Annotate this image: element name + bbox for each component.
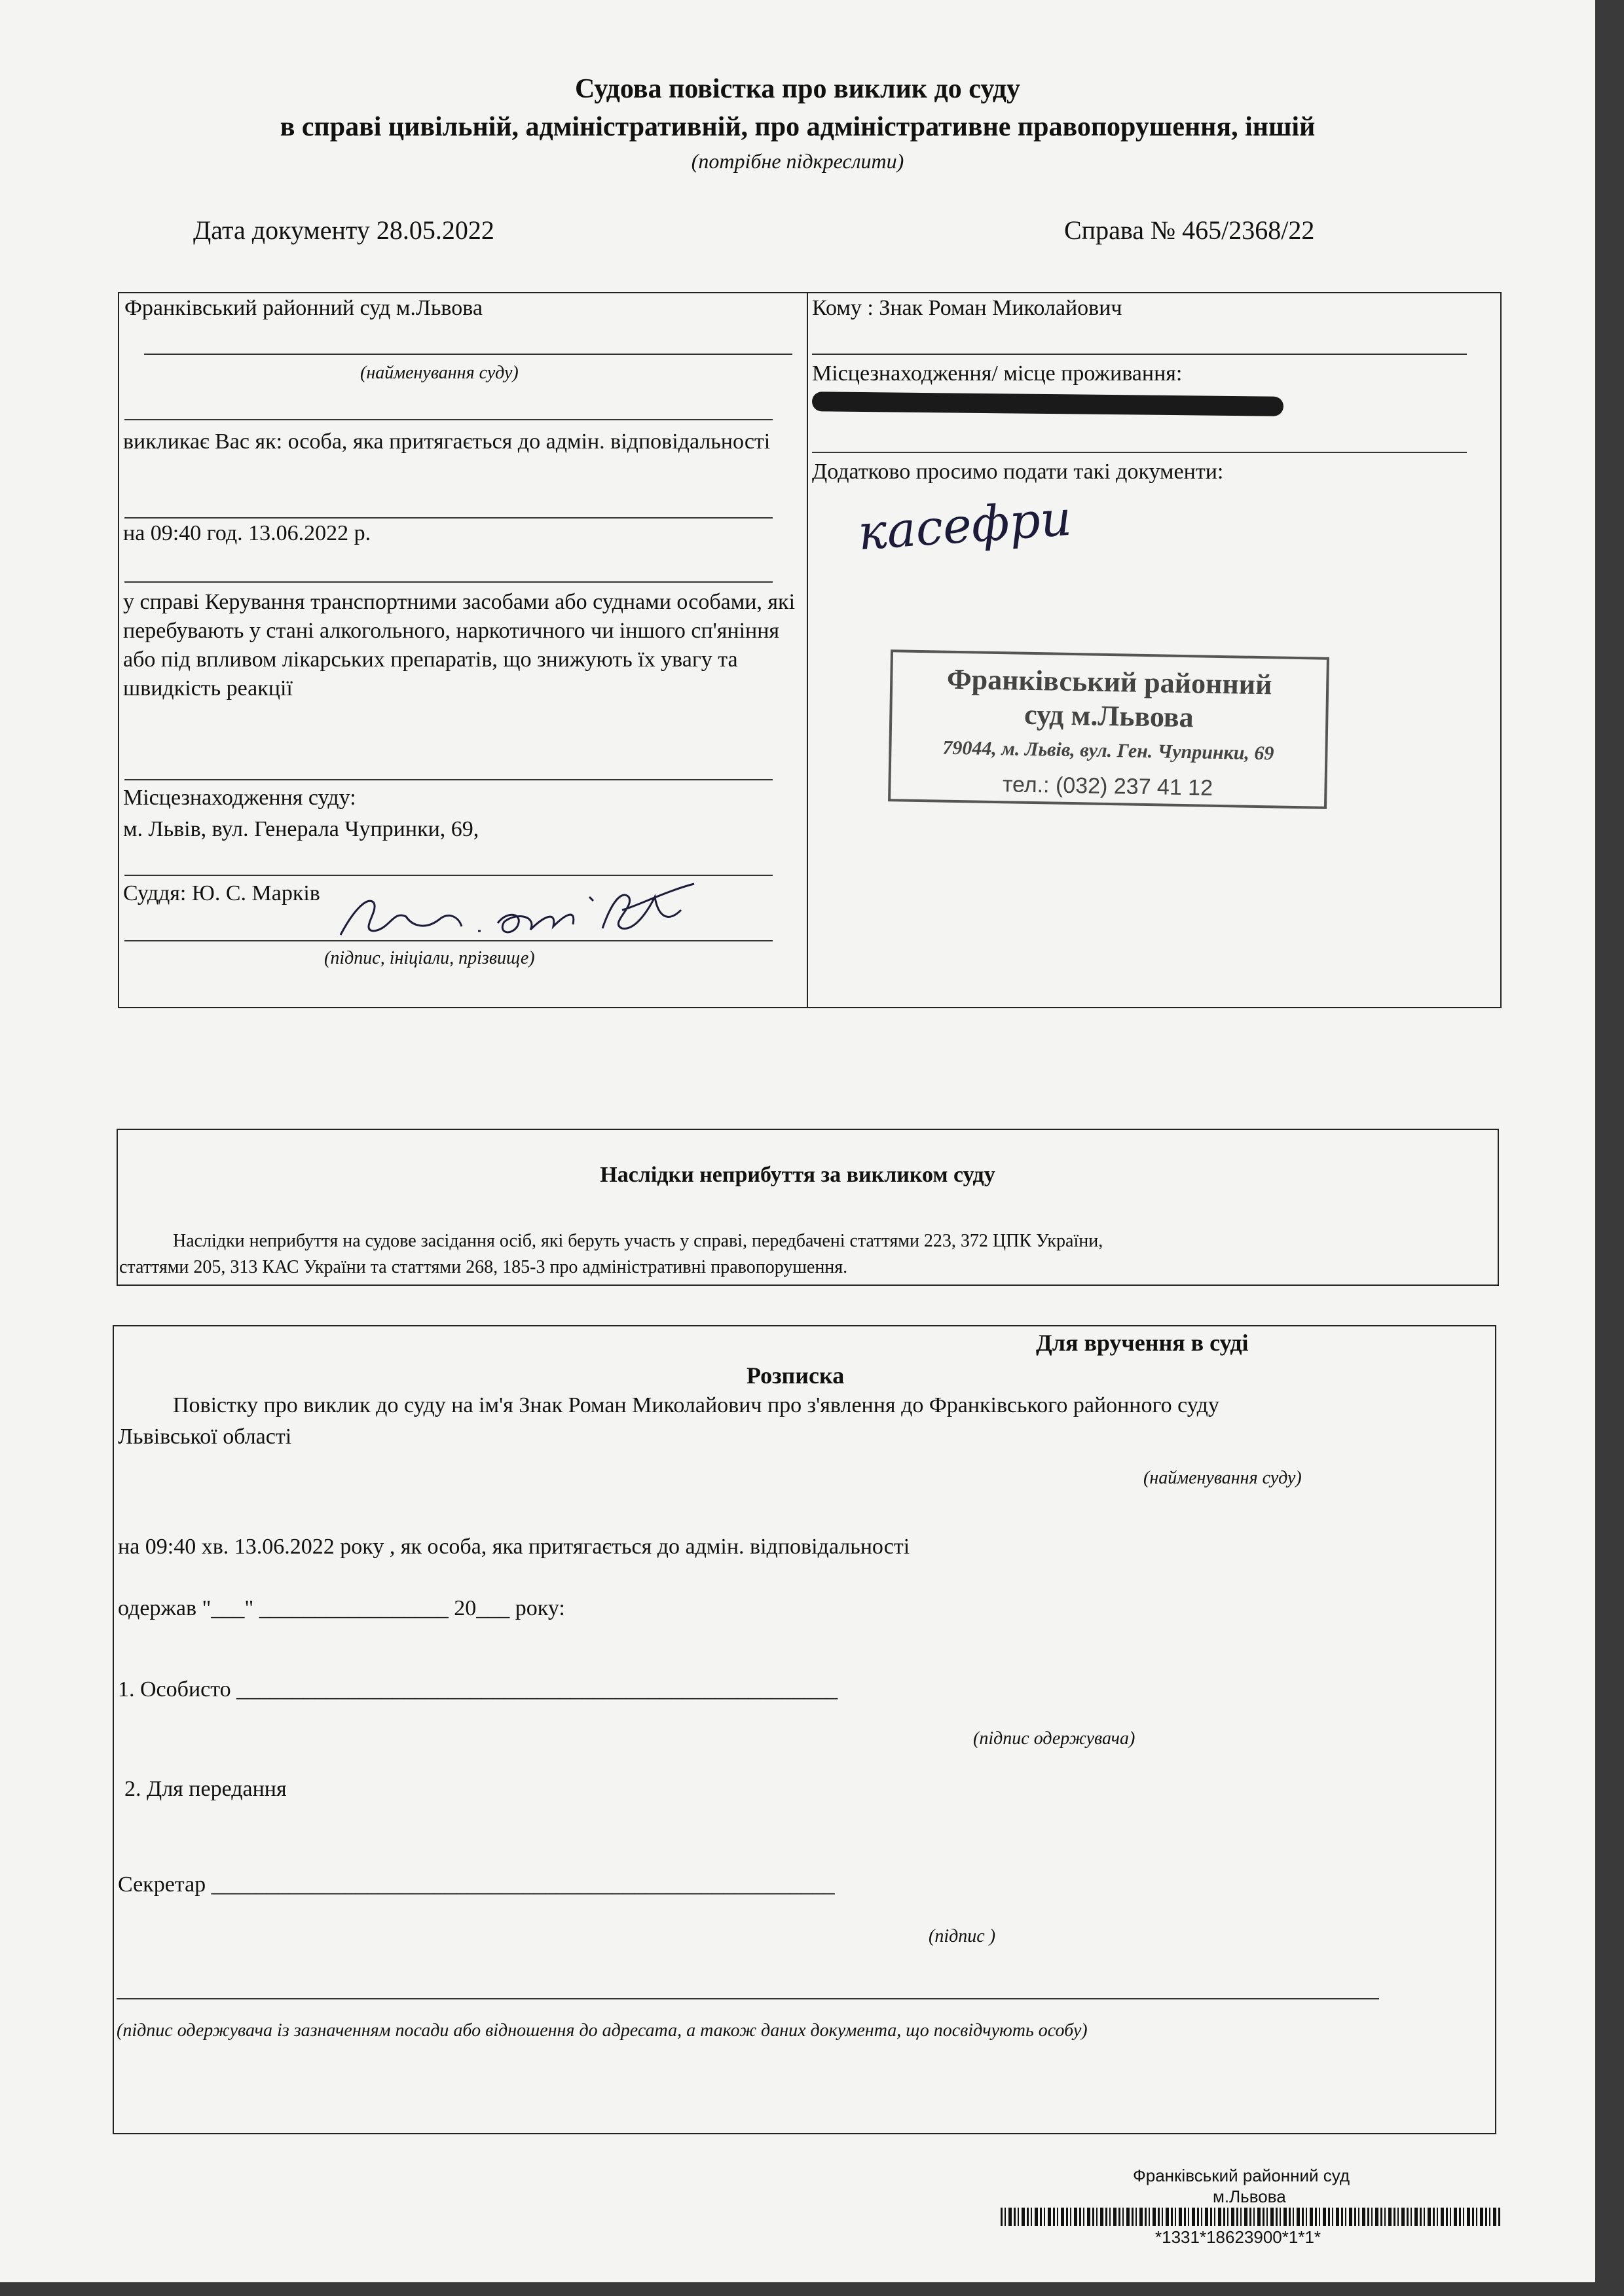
receipt-bottom-caption: (підпис одержувача із зазначенням посади або відношення до адресата, а також даних документа, що посвідчують особу) <box>117 2020 1088 2041</box>
receipt-title: Розписка <box>747 1362 845 1389</box>
signature-caption: (підпис, ініціали, прізвище) <box>324 948 535 968</box>
rule <box>124 419 773 420</box>
court-name: Франківський районний суд м.Львова <box>124 296 483 320</box>
recipient: Кому : Знак Роман Миколайович <box>812 296 1122 320</box>
stamp-line-3: 79044, м. Львів, вул. Ген. Чупринки, 69 <box>942 737 1274 765</box>
case-number: Справа № 465/2368/22 <box>1064 215 1315 245</box>
court-location-label: Місцезнаходження суду: <box>123 786 356 810</box>
receipt-for-transfer: 2. Для передання <box>124 1777 287 1801</box>
receipt-secretary-caption: (підпис ) <box>929 1926 996 1946</box>
case-subject: у справі Керування транспортними засобами або суднами особами, які перебувають у стані алкогольного, наркотичного чи іншого сп'яніння або під впливом лікарських препаратів, що знижують їх увагу та швидкість реакції <box>123 590 796 701</box>
judge-name: Суддя: Ю. С. Марків <box>123 881 320 905</box>
barcode-text: *1331*18623900*1*1* <box>1155 2227 1321 2247</box>
rule <box>124 779 773 780</box>
court-stamp <box>888 649 1329 809</box>
receipt-court-caption: (найменування суду) <box>1143 1468 1302 1488</box>
receipt-received: одержав "___" _________________ 20___ року: <box>118 1596 565 1620</box>
stamp-line-2: суд м.Львова <box>1024 698 1194 734</box>
receipt-box <box>113 1325 1496 2134</box>
consequences-text-2: статтями 205, 313 КАС України та статтями 268, 185-3 про адміністративні правопорушення. <box>119 1257 848 1277</box>
document-date: Дата документу 28.05.2022 <box>193 215 494 245</box>
additional-docs-label: Додатково просимо подати такі документи: <box>812 460 1224 484</box>
court-name-caption: (найменування суду) <box>360 363 519 383</box>
receipt-line-2: Львівської області <box>118 1425 292 1449</box>
title-line-1: Судова повістка про виклик до суду <box>575 74 1020 104</box>
receipt-personally-caption: (підпис одержувача) <box>973 1728 1135 1749</box>
consequences-title: Наслідки неприбуття за викликом суду <box>600 1163 995 1187</box>
rule <box>124 940 773 941</box>
rule <box>117 1998 1379 1999</box>
residence-label: Місцезнаходження/ місце проживання: <box>812 361 1183 386</box>
title-line-2: в справі цивільній, адміністративній, про адміністративне правопорушення, іншій <box>280 112 1316 142</box>
receipt-time-line: на 09:40 хв. 13.06.2022 року , як особа, яка притягається до адмін. відповідальності <box>118 1535 910 1559</box>
rule <box>812 452 1467 453</box>
rule <box>124 581 773 583</box>
summons-role: викликає Вас як: особа, яка притягається до адмін. відповідальності <box>123 429 771 454</box>
handwritten-note: касефри <box>856 490 1074 562</box>
rule <box>124 517 773 519</box>
receipt-secretary: Секретар ________________________________________________________ <box>118 1872 835 1897</box>
receipt-line-1: Повістку про виклик до суду на ім'я Знак Роман Миколайович про з'явлення до Франківського районного суду <box>173 1393 1219 1417</box>
receipt-personally: 1. Особисто ______________________________________________________ <box>118 1677 838 1702</box>
consequences-text-1: Наслідки неприбуття на судове засідання осіб, які беруть участь у справі, передбачені статтями 223, 372 ЦПК України, <box>173 1231 1103 1251</box>
stamp-line-4: тел.: (032) 237 41 12 <box>1002 772 1213 801</box>
for-court-label: Для вручення в суді <box>1036 1330 1249 1356</box>
title-note: (потрібне підкреслити) <box>691 149 904 173</box>
barcode <box>1001 2208 1502 2226</box>
hearing-time: на 09:40 год. 13.06.2022 р. <box>123 521 371 545</box>
table-divider <box>807 292 808 1008</box>
footer-court-line-1: Франківський районний суд <box>1133 2166 1350 2185</box>
rule <box>144 354 792 355</box>
footer-court-line-2: м.Львова <box>1213 2187 1286 2206</box>
court-location-value: м. Львів, вул. Генерала Чупринки, 69, <box>123 817 479 841</box>
stamp-line-1: Франківський районний <box>946 663 1272 701</box>
rule <box>812 354 1467 355</box>
judge-signature <box>327 871 720 956</box>
